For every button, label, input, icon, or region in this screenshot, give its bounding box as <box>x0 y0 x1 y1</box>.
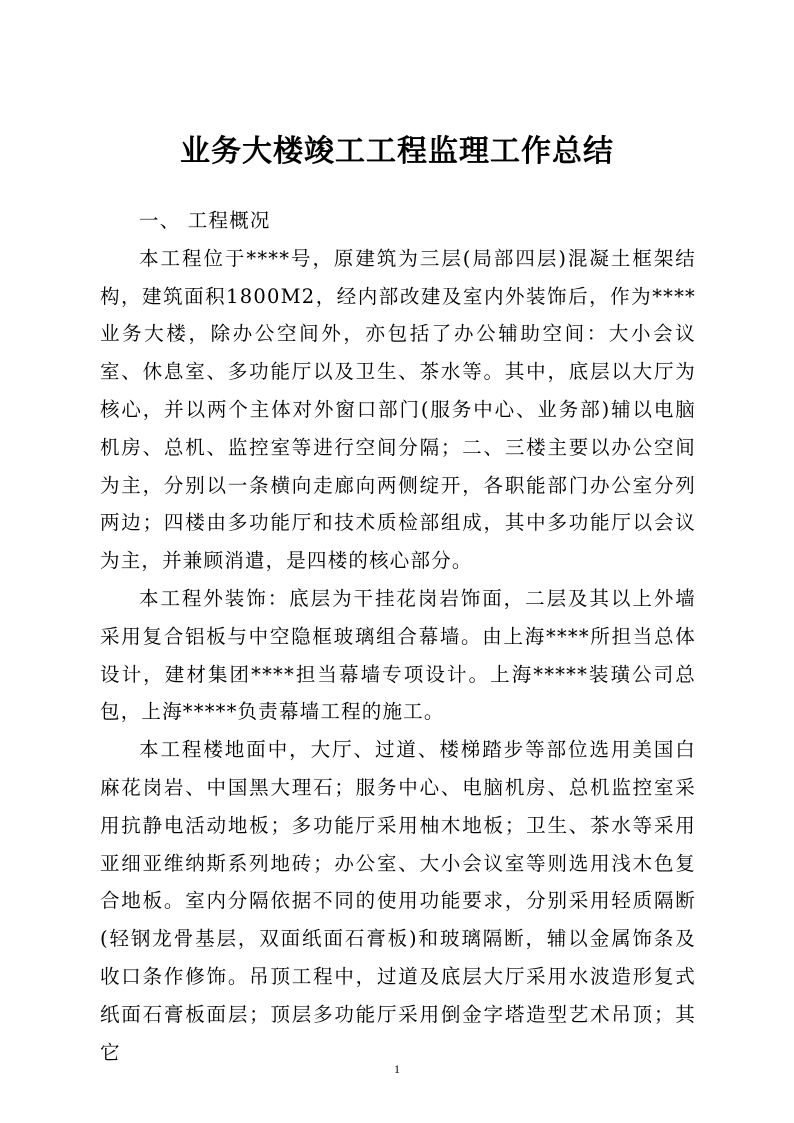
paragraph-floors: 本工程楼地面中，大厅、过道、楼梯踏步等部位选用美国白麻花岗岩、中国黑大理石；服务中心、电脑机房、总机监控室采用抗静电活动地板；多功能厅采用柚木地板；卫生、茶水等采用亚细亚维纳斯系列地砖；办公室、大小会议室等则选用浅木色复合地板。室内分隔依据不同的使用功能要求，分别采用轻质隔断(轻钢龙骨基层，双面纸面石膏板)和玻璃隔断，辅以金属饰条及收口条作修饰。吊顶工程中，过道及底层大厅采用水波造形复式纸面石膏板面层；顶层多功能厅采用倒金字塔造型艺术吊顶；其它 <box>100 738 696 1064</box>
paragraph-overview: 本工程位于****号，原建筑为三层(局部四层)混凝土框架结构，建筑面积1800M2，经内部改建及室内外装饰后，作为****业务大楼，除办公空间外，亦包括了办公辅助空间：大小会议室、休息室、多功能厅以及卫生、茶水等。其中，底层以大厅为核心，并以两个主体对外窗口部门(服务中心、业务部)辅以电脑机房、总机、监控室等进行空间分隔；二、三楼主要以办公空间为主，分别以一条横向走廊向两侧绽开，各职能部门办公室分列两边；四楼由多功能厅和技术质检部组成，其中多功能厅以会议为主，并兼顾消遣，是四楼的核心部分。 <box>100 246 696 573</box>
document-title: 业务大楼竣工工程监理工作总结 <box>180 134 614 169</box>
document-body <box>100 202 696 1071</box>
section-heading: 一、 工程概况 <box>139 209 271 232</box>
paragraph-exterior: 本工程外装饰：底层为干挂花岗岩饰面，二层及其以上外墙采用复合铝板与中空隐框玻璃组合幕墙。由上海****所担当总体设计，建材集团****担当幕墙专项设计。上海*****装璜公司总包，上海*****负责幕墙工程的施工。 <box>100 586 696 724</box>
page-number: 1 <box>394 1062 400 1076</box>
